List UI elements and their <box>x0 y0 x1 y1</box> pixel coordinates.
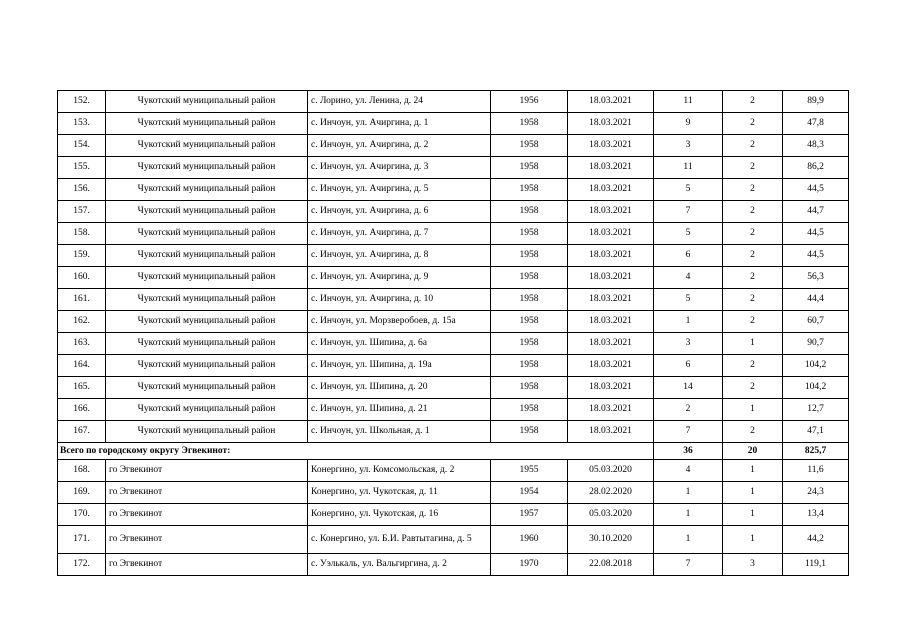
address-cell: с. Инчоун, ул. Шипина, д. 19а <box>308 355 491 377</box>
row-number: 172. <box>58 554 106 576</box>
year-cell: 1956 <box>491 91 568 113</box>
date-cell: 18.03.2021 <box>568 267 654 289</box>
table-row <box>58 179 849 201</box>
count-b-cell: 1 <box>723 333 783 355</box>
count-a-cell: 7 <box>654 554 723 576</box>
year-cell: 1958 <box>491 421 568 443</box>
date-cell: 18.03.2021 <box>568 157 654 179</box>
count-b-cell: 1 <box>723 460 783 482</box>
row-number: 157. <box>58 201 106 223</box>
count-b-cell: 2 <box>723 201 783 223</box>
count-a-cell: 1 <box>654 504 723 526</box>
date-cell: 18.03.2021 <box>568 399 654 421</box>
row-number: 166. <box>58 399 106 421</box>
count-a-cell: 7 <box>654 421 723 443</box>
row-number: 152. <box>58 91 106 113</box>
municipality-cell: Чукотский муниципальный район <box>106 399 308 421</box>
year-cell: 1960 <box>491 526 568 554</box>
municipality-cell: Чукотский муниципальный район <box>106 179 308 201</box>
row-number: 160. <box>58 267 106 289</box>
total-col-a: 36 <box>654 443 723 460</box>
date-cell: 18.03.2021 <box>568 333 654 355</box>
row-number: 162. <box>58 311 106 333</box>
row-number: 167. <box>58 421 106 443</box>
count-b-cell: 2 <box>723 267 783 289</box>
area-cell: 86,2 <box>783 157 849 179</box>
address-cell: с. Конергино, ул. Б.И. Равтытагина, д. 5 <box>308 526 491 554</box>
year-cell: 1958 <box>491 113 568 135</box>
municipality-cell: го Эгвекинот <box>106 482 308 504</box>
table-row <box>58 504 849 526</box>
count-a-cell: 1 <box>654 482 723 504</box>
row-number: 171. <box>58 526 106 554</box>
table-row <box>58 311 849 333</box>
year-cell: 1958 <box>491 179 568 201</box>
count-b-cell: 2 <box>723 311 783 333</box>
area-cell: 44,7 <box>783 201 849 223</box>
area-cell: 48,3 <box>783 135 849 157</box>
municipality-cell: Чукотский муниципальный район <box>106 91 308 113</box>
count-a-cell: 2 <box>654 399 723 421</box>
table-row <box>58 267 849 289</box>
date-cell: 18.03.2021 <box>568 113 654 135</box>
year-cell: 1958 <box>491 135 568 157</box>
date-cell: 18.03.2021 <box>568 355 654 377</box>
address-cell: с. Инчоун, ул. Ачиргина, д. 3 <box>308 157 491 179</box>
total-row <box>58 443 849 460</box>
year-cell: 1955 <box>491 460 568 482</box>
municipality-cell: Чукотский муниципальный район <box>106 311 308 333</box>
area-cell: 13,4 <box>783 504 849 526</box>
area-cell: 44,5 <box>783 245 849 267</box>
date-cell: 18.03.2021 <box>568 311 654 333</box>
municipality-cell: Чукотский муниципальный район <box>106 113 308 135</box>
count-a-cell: 4 <box>654 267 723 289</box>
address-cell: с. Инчоун, ул. Ачиргина, д. 8 <box>308 245 491 267</box>
table-body-egvekinot <box>58 460 849 576</box>
count-a-cell: 14 <box>654 377 723 399</box>
area-cell: 47,1 <box>783 421 849 443</box>
table-row <box>58 113 849 135</box>
total-area: 825,7 <box>783 443 849 460</box>
address-cell: с. Лорино, ул. Ленина, д. 24 <box>308 91 491 113</box>
year-cell: 1958 <box>491 333 568 355</box>
date-cell: 30.10.2020 <box>568 526 654 554</box>
date-cell: 18.03.2021 <box>568 201 654 223</box>
date-cell: 18.03.2021 <box>568 179 654 201</box>
row-number: 165. <box>58 377 106 399</box>
address-cell: с. Инчоун, ул. Ачиргина, д. 5 <box>308 179 491 201</box>
count-b-cell: 1 <box>723 504 783 526</box>
municipality-cell: го Эгвекинот <box>106 526 308 554</box>
year-cell: 1958 <box>491 157 568 179</box>
date-cell: 18.03.2021 <box>568 245 654 267</box>
count-b-cell: 2 <box>723 421 783 443</box>
municipality-cell: Чукотский муниципальный район <box>106 135 308 157</box>
date-cell: 18.03.2021 <box>568 91 654 113</box>
municipality-cell: Чукотский муниципальный район <box>106 377 308 399</box>
count-b-cell: 2 <box>723 113 783 135</box>
count-b-cell: 2 <box>723 223 783 245</box>
count-b-cell: 1 <box>723 482 783 504</box>
row-number: 169. <box>58 482 106 504</box>
area-cell: 56,3 <box>783 267 849 289</box>
count-a-cell: 5 <box>654 289 723 311</box>
year-cell: 1958 <box>491 355 568 377</box>
year-cell: 1958 <box>491 245 568 267</box>
count-b-cell: 2 <box>723 135 783 157</box>
area-cell: 90,7 <box>783 333 849 355</box>
count-a-cell: 6 <box>654 245 723 267</box>
count-a-cell: 5 <box>654 223 723 245</box>
count-b-cell: 2 <box>723 245 783 267</box>
date-cell: 28.02.2020 <box>568 482 654 504</box>
count-a-cell: 6 <box>654 355 723 377</box>
count-b-cell: 2 <box>723 157 783 179</box>
total-label: Всего по городскому округу Эгвекинот: <box>58 443 654 460</box>
municipality-cell: Чукотский муниципальный район <box>106 267 308 289</box>
municipality-cell: Чукотский муниципальный район <box>106 157 308 179</box>
address-cell: с. Инчоун, ул. Ачиргина, д. 9 <box>308 267 491 289</box>
count-b-cell: 3 <box>723 554 783 576</box>
municipality-cell: Чукотский муниципальный район <box>106 201 308 223</box>
area-cell: 89,9 <box>783 91 849 113</box>
count-a-cell: 3 <box>654 135 723 157</box>
municipality-cell: Чукотский муниципальный район <box>106 245 308 267</box>
area-cell: 60,7 <box>783 311 849 333</box>
area-cell: 44,4 <box>783 289 849 311</box>
row-number: 155. <box>58 157 106 179</box>
row-number: 164. <box>58 355 106 377</box>
date-cell: 18.03.2021 <box>568 377 654 399</box>
municipality-cell: го Эгвекинот <box>106 554 308 576</box>
table-row <box>58 223 849 245</box>
year-cell: 1958 <box>491 201 568 223</box>
municipality-cell: Чукотский муниципальный район <box>106 421 308 443</box>
address-cell: с. Инчоун, ул. Ачиргина, д. 10 <box>308 289 491 311</box>
year-cell: 1958 <box>491 399 568 421</box>
municipality-cell: Чукотский муниципальный район <box>106 355 308 377</box>
area-cell: 104,2 <box>783 377 849 399</box>
table-row <box>58 333 849 355</box>
count-b-cell: 2 <box>723 179 783 201</box>
table-row <box>58 157 849 179</box>
table-total-section <box>58 443 849 460</box>
address-cell: Конергино, ул. Комсомольская, д. 2 <box>308 460 491 482</box>
total-col-b: 20 <box>723 443 783 460</box>
date-cell: 05.03.2020 <box>568 504 654 526</box>
housing-table <box>57 90 849 576</box>
year-cell: 1958 <box>491 377 568 399</box>
address-cell: с. Уэлькаль, ул. Вальгиргина, д. 2 <box>308 554 491 576</box>
year-cell: 1954 <box>491 482 568 504</box>
table-row <box>58 482 849 504</box>
area-cell: 44,5 <box>783 179 849 201</box>
area-cell: 24,3 <box>783 482 849 504</box>
row-number: 168. <box>58 460 106 482</box>
count-b-cell: 2 <box>723 91 783 113</box>
count-a-cell: 5 <box>654 179 723 201</box>
count-a-cell: 11 <box>654 157 723 179</box>
address-cell: с. Инчоун, ул. Шипина, д. 21 <box>308 399 491 421</box>
table-row <box>58 421 849 443</box>
area-cell: 47,8 <box>783 113 849 135</box>
table-row <box>58 460 849 482</box>
date-cell: 18.03.2021 <box>568 421 654 443</box>
table-row <box>58 201 849 223</box>
address-cell: с. Инчоун, ул. Шипина, д. 20 <box>308 377 491 399</box>
row-number: 170. <box>58 504 106 526</box>
address-cell: с. Инчоун, ул. Ачиргина, д. 7 <box>308 223 491 245</box>
table-body-chukotsky <box>58 91 849 443</box>
municipality-cell: Чукотский муниципальный район <box>106 223 308 245</box>
count-a-cell: 7 <box>654 201 723 223</box>
count-b-cell: 2 <box>723 355 783 377</box>
date-cell: 05.03.2020 <box>568 460 654 482</box>
area-cell: 11,6 <box>783 460 849 482</box>
row-number: 158. <box>58 223 106 245</box>
municipality-cell: го Эгвекинот <box>106 460 308 482</box>
year-cell: 1958 <box>491 223 568 245</box>
address-cell: с. Инчоун, ул. Школьная, д. 1 <box>308 421 491 443</box>
count-b-cell: 1 <box>723 399 783 421</box>
table-row <box>58 245 849 267</box>
table-row <box>58 526 849 554</box>
address-cell: Конергино, ул. Чукотская, д. 16 <box>308 504 491 526</box>
date-cell: 18.03.2021 <box>568 289 654 311</box>
count-a-cell: 4 <box>654 460 723 482</box>
count-a-cell: 11 <box>654 91 723 113</box>
municipality-cell: Чукотский муниципальный район <box>106 289 308 311</box>
address-cell: с. Инчоун, ул. Морзверобоев, д. 15а <box>308 311 491 333</box>
year-cell: 1958 <box>491 289 568 311</box>
row-number: 156. <box>58 179 106 201</box>
address-cell: с. Инчоун, ул. Ачиргина, д. 2 <box>308 135 491 157</box>
count-b-cell: 2 <box>723 377 783 399</box>
row-number: 163. <box>58 333 106 355</box>
area-cell: 12,7 <box>783 399 849 421</box>
row-number: 154. <box>58 135 106 157</box>
address-cell: с. Инчоун, ул. Ачиргина, д. 1 <box>308 113 491 135</box>
count-b-cell: 2 <box>723 289 783 311</box>
municipality-cell: го Эгвекинот <box>106 504 308 526</box>
date-cell: 22.08.2018 <box>568 554 654 576</box>
address-cell: с. Инчоун, ул. Шипина, д. 6а <box>308 333 491 355</box>
table-row <box>58 377 849 399</box>
count-a-cell: 9 <box>654 113 723 135</box>
area-cell: 44,2 <box>783 526 849 554</box>
year-cell: 1957 <box>491 504 568 526</box>
count-a-cell: 1 <box>654 311 723 333</box>
address-cell: с. Инчоун, ул. Ачиргина, д. 6 <box>308 201 491 223</box>
table-row <box>58 289 849 311</box>
date-cell: 18.03.2021 <box>568 223 654 245</box>
year-cell: 1970 <box>491 554 568 576</box>
year-cell: 1958 <box>491 311 568 333</box>
table-row <box>58 355 849 377</box>
address-cell: Конергино, ул. Чукотская, д. 11 <box>308 482 491 504</box>
row-number: 153. <box>58 113 106 135</box>
count-b-cell: 1 <box>723 526 783 554</box>
table-row <box>58 135 849 157</box>
area-cell: 44,5 <box>783 223 849 245</box>
municipality-cell: Чукотский муниципальный район <box>106 333 308 355</box>
area-cell: 119,1 <box>783 554 849 576</box>
count-a-cell: 3 <box>654 333 723 355</box>
table-row <box>58 554 849 576</box>
row-number: 159. <box>58 245 106 267</box>
count-a-cell: 1 <box>654 526 723 554</box>
year-cell: 1958 <box>491 267 568 289</box>
row-number: 161. <box>58 289 106 311</box>
date-cell: 18.03.2021 <box>568 135 654 157</box>
table-row <box>58 91 849 113</box>
table-row <box>58 399 849 421</box>
area-cell: 104,2 <box>783 355 849 377</box>
